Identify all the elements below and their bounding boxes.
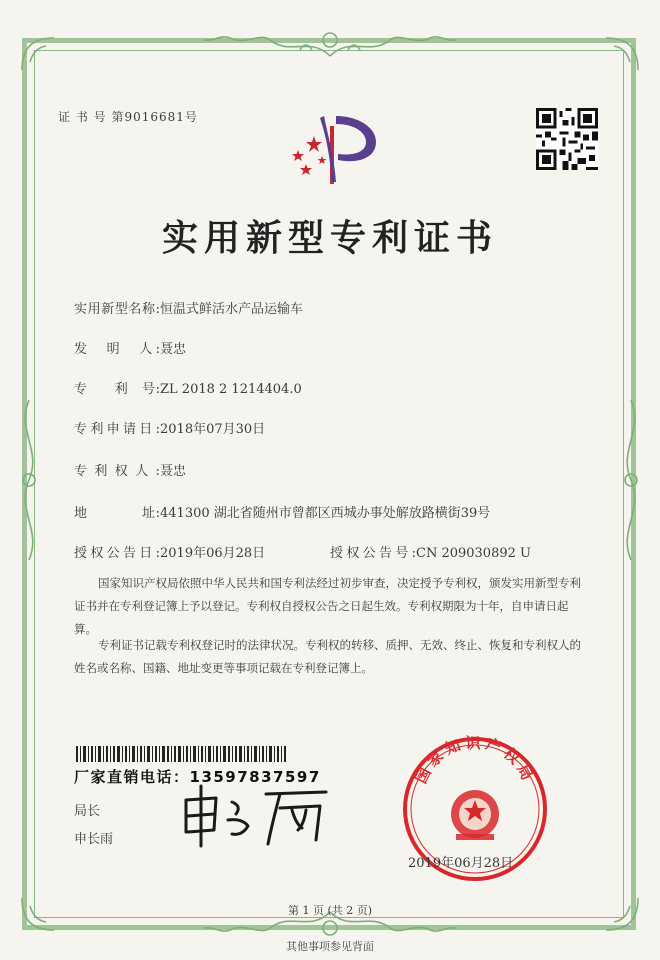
field-label: 专利权人: — [74, 464, 160, 479]
corner-ornament-icon — [18, 34, 58, 74]
field-label: 专 利 号: — [74, 382, 160, 397]
signature-icon — [176, 780, 336, 852]
certificate-number: 证 书 号 第9016681号 — [58, 110, 198, 124]
field-inventor — [74, 338, 186, 357]
field-patentee — [74, 460, 186, 479]
field-address — [74, 502, 490, 521]
corner-ornament-icon — [602, 34, 642, 74]
field-label: 地 址: — [74, 506, 160, 521]
top-ornament-icon — [200, 26, 460, 62]
field-value: CN 209030892 U — [416, 546, 531, 561]
right-ornament-icon — [616, 400, 646, 560]
director-role: 局长 — [74, 804, 101, 819]
field-grant-announcement-number — [330, 542, 531, 561]
field-grant-announcement-date — [74, 542, 265, 561]
field-patent-number — [74, 378, 302, 397]
field-label: 发 明 人: — [74, 342, 160, 357]
field-label: 专利申请日: — [74, 422, 160, 437]
field-label: 授权公告号: — [330, 546, 416, 561]
field-label: 授权公告日: — [74, 546, 160, 561]
legal-paragraph: 专利证书记载专利权登记时的法律状况。专利权的转移、质押、无效、终止、恢复和专利权人的姓名或名称、国籍、地址变更等事项记载在专利登记簿上。 — [74, 638, 581, 675]
cnipa-logo-icon — [284, 106, 384, 186]
seal-date: 2019年06月28日 — [408, 856, 514, 871]
field-value: 2018年07月30日 — [160, 422, 266, 437]
footer-note: 其他事项参见背面 — [286, 940, 374, 953]
field-value: 聂忠 — [160, 464, 187, 479]
qr-code-icon — [536, 108, 598, 170]
document-title: 实用新型专利证书 — [161, 217, 498, 259]
field-value: 2019年06月28日 — [160, 546, 266, 561]
legal-paragraph: 国家知识产权局依照中华人民共和国专利法经过初步审查，决定授予专利权，颁发实用新型专利证书并在专利登记簿上予以登记。专利权自授权公告之日起生效。专利权期限为十年，自申请日起算。 — [74, 576, 581, 636]
field-value: ZL 2018 2 1214404.0 — [160, 382, 302, 397]
svg-text:国家知识产权局: 国家知识产权局 — [411, 734, 539, 787]
left-ornament-icon — [14, 400, 44, 560]
barcode-icon — [76, 746, 286, 762]
contact-phone: 厂家直销电话：13597837597 — [74, 768, 321, 786]
field-application-date — [74, 418, 265, 437]
field-value: 恒温式鲜活水产品运输车 — [160, 302, 304, 317]
field-label: 实用新型名称: — [74, 302, 160, 317]
field-value: 441300 湖北省随州市曾都区西城办事处解放路横街39号 — [160, 506, 491, 521]
director-name: 申长雨 — [74, 832, 114, 847]
field-utility-model-name — [74, 298, 303, 317]
page-number: 第 1 页 (共 2 页) — [287, 904, 373, 917]
field-value: 聂忠 — [160, 342, 187, 357]
